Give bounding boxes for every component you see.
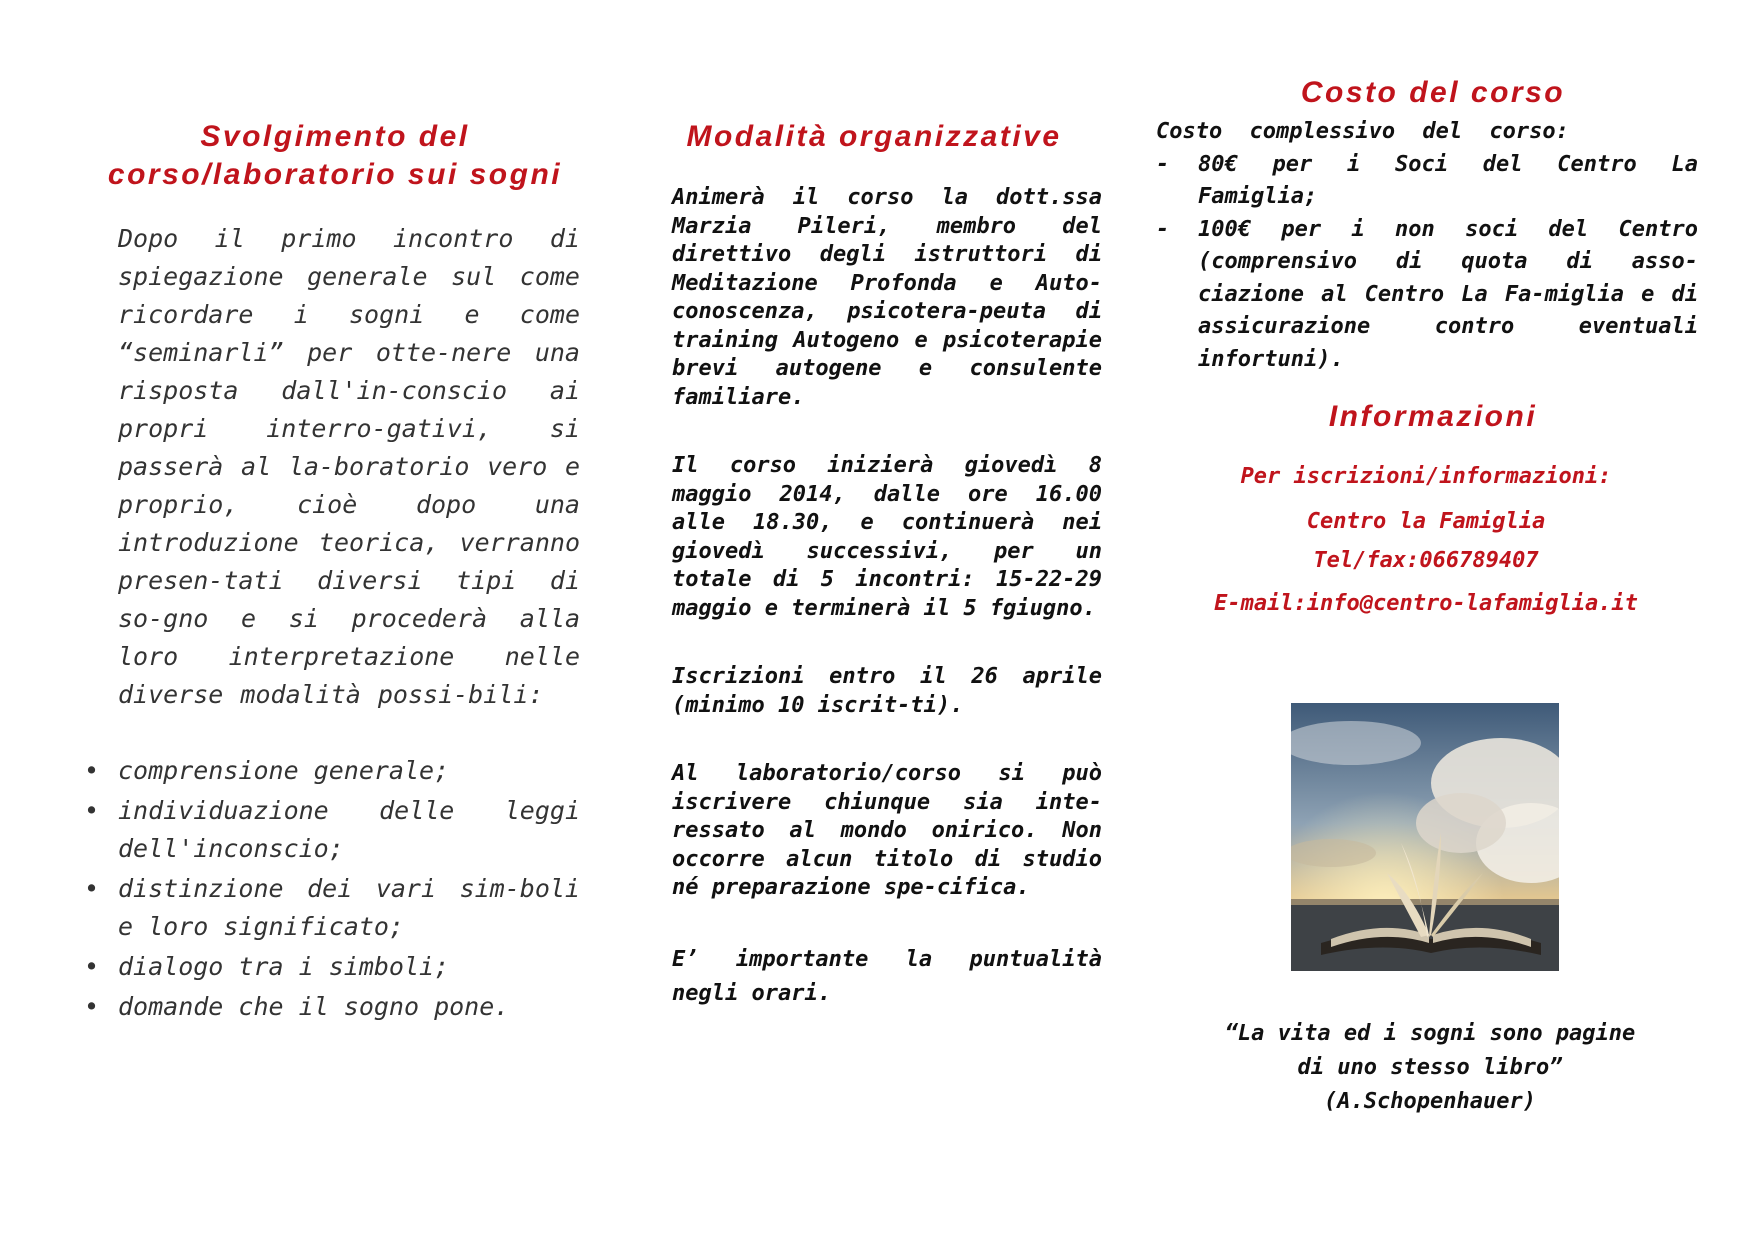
list-item: - 80€ per i Soci del Centro La Famiglia;	[1156, 149, 1698, 214]
contact-email: E-mail:info@centro-lafamiglia.it	[1214, 591, 1638, 616]
book-sky-photo	[1291, 703, 1559, 971]
quote-line-2: di uno stesso libro”	[1297, 1055, 1563, 1080]
course-description: Dopo il primo incontro di spiegazione generale sul come ricordare i sogni e come “seminarli” per otte-nere una risposta dall'in-conscio ai propri interro-gativi, si passerà al la-boratorio vero e proprio, cioè dopo una introduzione teorica, verranno presen-tati diversi tipi di so-gno e si procederà alla loro interpretazione nelle diverse modalità possi-bili:	[118, 224, 580, 709]
instructor-paragraph: Animerà il corso la dott.ssa Marzia Pileri, membro del direttivo degli istruttori di Meditazione Profonda e Auto-conoscenza, psicotera-peuta di training Autogeno e psicoterapie brevi autogene e consulente familiare.	[672, 185, 1102, 410]
enrollment-paragraph: Iscrizioni entro il 26 aprile (minimo 10 iscrit-ti).	[672, 664, 1102, 718]
list-item: • domande che il sogno pone.	[80, 988, 580, 1026]
section-title-costo: Costo del corso	[1300, 76, 1566, 109]
right-column	[1156, 74, 1696, 616]
topics-list	[80, 752, 580, 1026]
section-title-svolgimento	[90, 118, 580, 194]
punctuality-paragraph: E’ importante la puntualità negli orari.	[672, 946, 1102, 1006]
left-column	[80, 118, 580, 1028]
list-item: - 100€ per i non soci del Centro (comprensivo di quota di asso-ciazione al Centro La Fa-miglia e di assicurazione contro eventuali infortuni).	[1156, 214, 1698, 377]
quote	[1160, 1017, 1700, 1119]
contact-phone: Tel/fax:066789407	[1313, 548, 1539, 573]
section-title-line-1: Svolgimento del	[200, 120, 470, 153]
cost-list	[1156, 149, 1696, 377]
eligibility-paragraph: Al laboratorio/corso si può iscrivere chiunque sia inte-ressato al mondo onirico. Non occorre alcun titolo di studio né preparazione spe-cifica.	[672, 761, 1102, 900]
contact-name: Centro la Famiglia	[1306, 509, 1546, 534]
list-item: • individuazione delle leggi dell'inconscio;	[80, 792, 580, 868]
section-title-modalita: Modalità organizzative	[686, 120, 1062, 153]
quote-line-1: “La vita ed i sogni sono pagine	[1224, 1021, 1636, 1046]
cost-intro: Costo complessivo del corso:	[1156, 119, 1569, 144]
section-title-informazioni: Informazioni	[1328, 400, 1538, 433]
section-title-line-2: corso/laboratorio sui sogni	[107, 158, 563, 191]
quote-author: (A.Schopenhauer)	[1324, 1089, 1536, 1114]
contact-intro: Per iscrizioni/informazioni:	[1240, 464, 1612, 489]
list-item: • comprensione generale;	[80, 752, 580, 790]
list-item: • dialogo tra i simboli;	[80, 948, 580, 986]
schedule-paragraph: Il corso inizierà giovedì 8 maggio 2014, dalle ore 16.00 alle 18.30, e continuerà nei giovedì successivi, per un totale di 5 incontri: 15-22-29 maggio e terminerà il 5 fgiugno.	[672, 453, 1102, 621]
middle-column	[672, 118, 1102, 1011]
list-item: • distinzione dei vari sim-boli e loro significato;	[80, 870, 580, 946]
